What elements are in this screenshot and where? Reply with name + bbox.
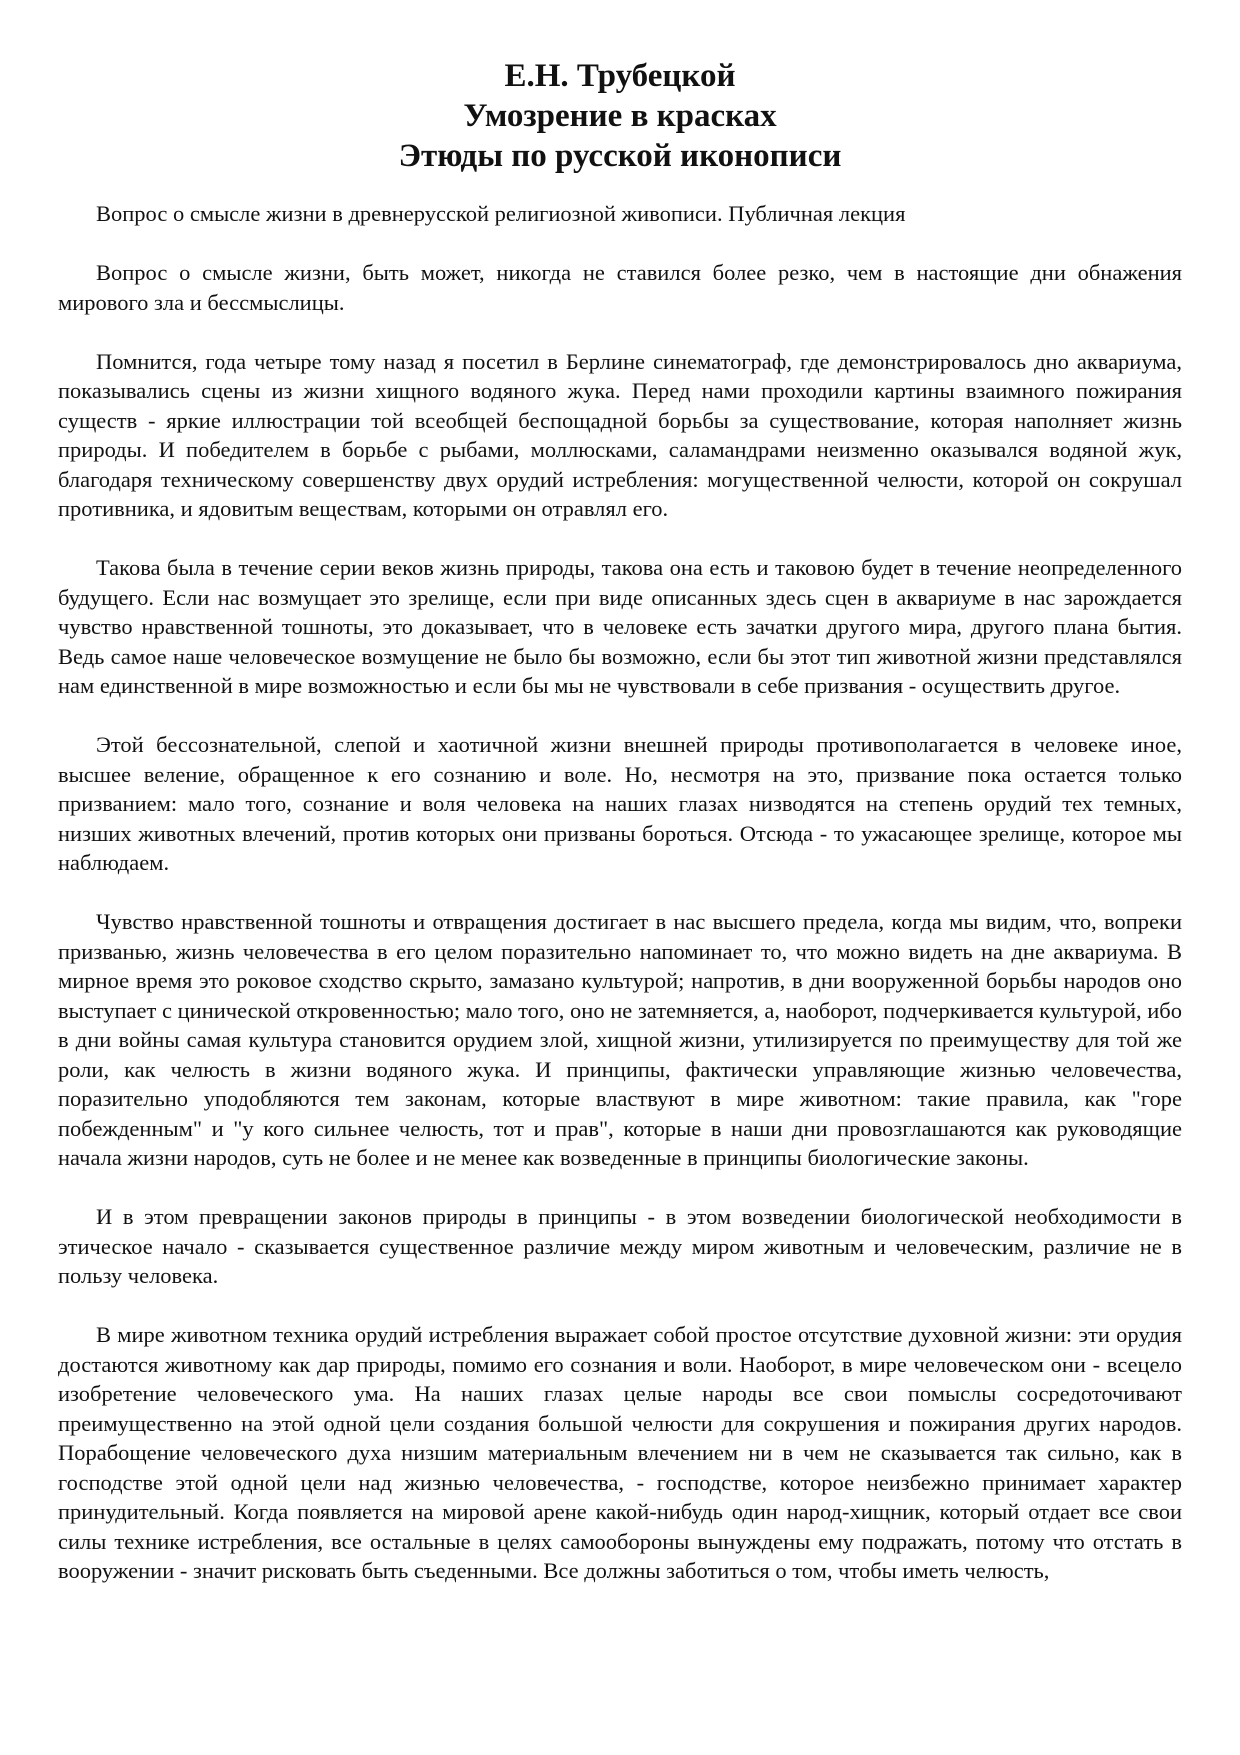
paragraph: И в этом превращении законов природы в принципы - в этом возведении биологической необходимости в этическое начало - сказывается существенное различие между миром животным и человеческим, различие не в пользу человека. — [58, 1204, 1182, 1288]
book-title: Умозрение в красках — [463, 98, 777, 134]
paragraph: Чувство нравственной тошноты и отвращения достигает в нас высшего предела, когда мы видим, что, вопреки призванью, жизнь человечества в его целом поразительно напоминает то, что можно видеть на дне аквариума. В мирное время это роковое сходство скрыто, замазано культурой; напротив, в дни вооруженной борьбы народов оно выступает с цинической откровенностью; мало того, оно не затемняется, а, наоборот, подчеркивается культурой, ибо в дни войны самая культура становится орудием злой, хищной жизни, утилизируется по преимуществу для той же роли, как челюсть в жизни водяного жука. И принципы, фактически управляющие жизнью человечества, поразительно уподобляются тем законам, которые властвуют в мире животном: такие правила, как "горе побежденным" и "у кого сильнее челюсть, тот и прав", которые в наши дни провозглашаются как руководящие начала жизни народов, суть не более и не менее как возведенные в принципы биологические законы. — [58, 909, 1182, 1170]
title-block — [0, 56, 1240, 176]
paragraph: Такова была в течение серии веков жизнь природы, такова она есть и таковою будет в течение неопределенного будущего. Если нас возмущает это зрелище, если при виде описанных здесь сцен в аквариуме в нас зарождается чувство нравственной тошноты, это доказывает, что в человеке есть зачатки другого мира, другого плана бытия. Ведь самое наше человеческое возмущение не было бы возможно, если бы этот тип животной жизни представлялся нам единственной в мире возможностью и если бы мы не чувствовали в себе призвания - осуществить другое. — [58, 555, 1182, 698]
paragraph: В мире животном техника орудий истребления выражает собой простое отсутствие духовной жизни: эти орудия достаются животному как дар природы, помимо его сознания и воли. Наоборот, в мире человеческом они - всецело изобретение человеческого ума. На наших глазах целые народы все свои помыслы сосредоточивают преимущественно на этой одной цели создания большой челюсти для сокрушения и пожирания других народов. Порабощение человеческого духа низшим материальным влечением ни в чем не сказывается так сильно, как в господстве этой одной цели над жизнью человечества, - господстве, которое неизбежно принимает характер принудительный. Когда появляется на мировой арене какой-нибудь один народ-хищник, который отдает все свои силы технике истребления, все остальные в целях самообороны вынуждены ему подражать, потому что отстать в вооружении - значит рисковать быть съеденными. Все должны заботиться о том, чтобы иметь челюсть, — [58, 1322, 1182, 1583]
lecture-heading: Вопрос о смысле жизни в древнерусской религиозной живописи. Публичная лекция — [96, 201, 906, 226]
author-name: Е.Н. Трубецкой — [504, 58, 736, 94]
body-text — [58, 258, 1182, 1615]
paragraph: Помнится, года четыре тому назад я посетил в Берлине синематограф, где демонстрировалось дно аквариума, показывались сцены из жизни хищного водяного жука. Перед нами проходили картины взаимного пожирания существ - яркие иллюстрации той всеобщей беспощадной борьбы за существование, которая наполняет жизнь природы. И победителем в борьбе с рыбами, моллюсками, саламандрами неизменно оказывался водяной жук, благодаря техническому совершенству двух орудий истребления: могущественной челюсти, которой он сокрушал противника, и ядовитым веществам, которыми он отравлял его. — [58, 348, 1182, 521]
paragraph: Этой бессознательной, слепой и хаотичной жизни внешней природы противополагается в человеке иное, высшее веление, обращенное к его сознанию и воле. Но, несмотря на это, призвание пока остается только призванием: мало того, сознание и воля человека на наших глазах низводятся на степень орудий тех темных, низших животных влечений, против которых они призваны бороться. Отсюда - то ужасающее зрелище, которое мы наблюдаем. — [58, 732, 1182, 875]
paragraph: Вопрос о смысле жизни, быть может, никогда не ставился более резко, чем в настоящие дни обнажения мирового зла и бессмыслицы. — [58, 260, 1182, 315]
book-subtitle: Этюды по русской иконописи — [398, 138, 842, 174]
